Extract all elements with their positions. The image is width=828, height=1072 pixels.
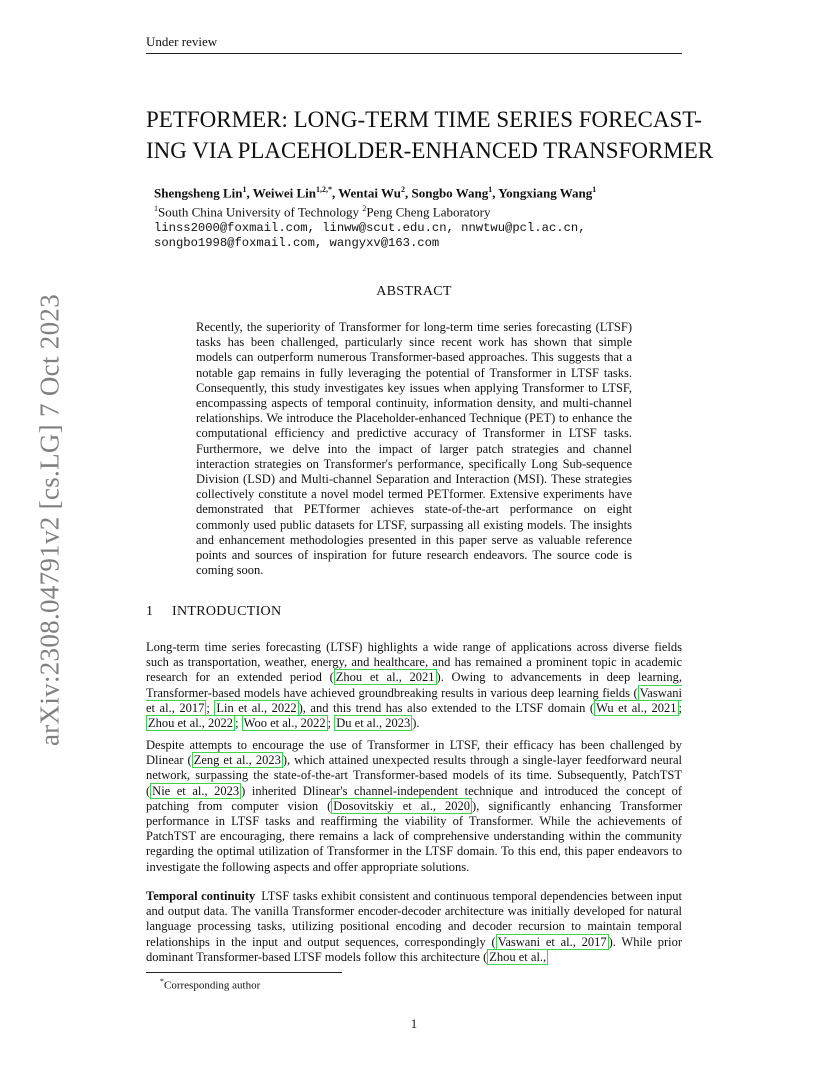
author-name: Shengsheng Lin (154, 185, 243, 201)
paragraph-heading: Temporal continuity (146, 889, 256, 903)
author-emails-line-2: songbo1998@foxmail.com, wangyxv@163.com (154, 236, 440, 251)
affiliation: Peng Cheng Laboratory (366, 204, 491, 220)
author-emails-line-1: linss2000@foxmail.com, linww@scut.edu.cn, nnwtwu@pcl.ac.cn, (154, 220, 586, 235)
author-name: Songbo Wang (411, 185, 489, 201)
arxiv-identifier: arXiv:2308.04791v2 [cs.LG] 7 Oct 2023 (34, 293, 65, 747)
author-name: Yongxiang Wang (498, 185, 593, 201)
author-names: Shengsheng Lin$^1$, Weiwei Lin$^{1,2,*}$, Wentai Wu$^2$, Songbo Wang$^1$, Yongxiang Wang$^1$ (154, 185, 597, 201)
citation-link[interactable]: Zhou et al., 2021 (335, 670, 435, 685)
author-affiliation-mark: 1 (592, 185, 597, 194)
citation-link[interactable]: Du et al., 2023 (336, 716, 411, 731)
author-affiliation-mark: 1 (242, 185, 247, 194)
running-header: Under review (146, 34, 218, 49)
section-number: 1 (146, 604, 154, 619)
author-block (154, 182, 674, 252)
citation-link[interactable]: Zhou et al., (489, 949, 547, 964)
abstract-heading: ABSTRACT (376, 284, 452, 299)
paper-title (146, 104, 714, 166)
paragraph: Long-term time series forecasting (LTSF) highlights a wide range of applications across diverse fields such as transportation, weather, energy, and healthcare, and has remained a prominent topic in academic research for an extended period ( Zhou et al., 2021 ). Owing to advancements in deep learning, Transformer-based models have achieved groundbreaking results in various deep learning fields ( Vaswani et al., 2017 ; Lin et al., 2022 ), and this trend has also extended to the LTSF domain ( Wu et al., 2021 ; Zhou et al., 2022 ; Woo et al., 2022 ; Du et al., 2023 ). (146, 640, 682, 731)
footnote-rule (146, 972, 342, 973)
citation-link[interactable]: Nie et al., 2023 (152, 783, 240, 798)
affiliation: South China University of Technology (158, 204, 360, 220)
author-affiliation-mark: 1,2,* (315, 185, 332, 194)
author-name: Weiwei Lin (252, 185, 316, 201)
citation-link[interactable]: Woo et al., 2022 (243, 716, 326, 731)
paragraph: Despite attempts to encourage the use of Transformer in LTSF, their efficacy has been challenged by Dlinear ( Zeng et al., 2023 ), which attained unexpected results through a single-layer feedforward neural network, surpassing the state-of-the-art Transformer-based models of its time. Subsequently, PatchTST ( Nie et al., 2023 ) inherited Dlinear's channel-independent technique and introduced the concept of patching from computer vision ( Dosovitskiy et al., 2020 ), significantly enhancing Transformer performance in LTSF tasks and reaffirming the viability of Transformer. While the achievements of PatchTST are encouraging, there remains a lack of comprehensive understanding within the community regarding the optimal utilization of Transformer in the LTSF domain. To this end, this paper endeavors to investigate the following aspects and offer appropriate solutions. (146, 738, 683, 874)
author-name: Wentai Wu (338, 185, 401, 201)
footnote-text: Corresponding author (164, 979, 261, 992)
citation-link[interactable]: Dosovitskiy et al., 2020 (333, 798, 471, 813)
header-rule (146, 53, 682, 54)
section-title: INTRODUCTION (172, 604, 282, 619)
section-heading (146, 604, 281, 620)
citation-link[interactable]: Lin et al., 2022 (216, 700, 297, 715)
page-number: 1 (410, 1016, 418, 1031)
citation-link[interactable]: Wu et al., 2021 (596, 700, 677, 715)
title-line-1: PETFORMER: LONG-TERM TIME SERIES FORECAST- (146, 107, 702, 132)
citation-link[interactable]: Zhou et al., 2022 (148, 716, 234, 731)
citation-link[interactable]: Vaswani et al., 2017 (497, 934, 607, 949)
author-affiliation-mark: 1 (488, 185, 493, 194)
citation-link[interactable]: Zeng et al., 2023 (193, 753, 281, 768)
footnote-mark: * (160, 977, 164, 986)
affiliations: $^1$South China University of Technology $^2$Peng Cheng Laboratory (154, 204, 491, 220)
footnote (160, 977, 260, 992)
title-line-2: ING VIA PLACEHOLDER-ENHANCED TRANSFORMER (146, 138, 714, 163)
abstract-text: Recently, the superiority of Transformer for long-term time series forecasting (LTSF) tasks has been challenged, particularly since recent work has shown that simple models can outperform numerous Transformer-based approaches. This suggests that a notable gap remains in fully leveraging the potential of Transformer in LTSF tasks. Consequently, this study investigates key issues when applying Transformer to LTSF, encompassing aspects of temporal continuity, information density, and multi-channel relationships. We introduce the Placeholder-enhanced Technique (PET) to enhance the computational efficiency and predictive accuracy of Transformer in LTSF tasks. Furthermore, we delve into the impact of larger patch strategies and channel interaction strategies on Transformer's performance, specifically Long Sub-sequence Division (LSD) and Multi-channel Separation and Interaction (MSI). These strategies collectively constitute a novel model termed PETformer. Extensive experiments have demonstrated that PETformer achieves state-of-the-art performance on eight commonly used public datasets for LTSF, surpassing all existing models. The insights and enhancement methodologies presented in this paper serve as valuable reference points and sources of inspiration for future research endeavors. The source code is coming soon. (196, 320, 632, 578)
paragraph: Temporal continuity LTSF tasks exhibit consistent and continuous temporal dependencies between input and output data. The vanilla Transformer encoder-decoder architecture was initially developed for natural language processing tasks, utilizing positional encoding and decoder recursion to maintain temporal relationships in the input and output sequences, correspondingly ( Vaswani et al., 2017 ). While prior dominant Transformer-based LTSF models follow this architecture ( Zhou et al., (146, 889, 682, 964)
citation-link[interactable]: Vaswani et al., 2017 (146, 685, 682, 715)
author-affiliation-mark: 2 (400, 185, 405, 194)
